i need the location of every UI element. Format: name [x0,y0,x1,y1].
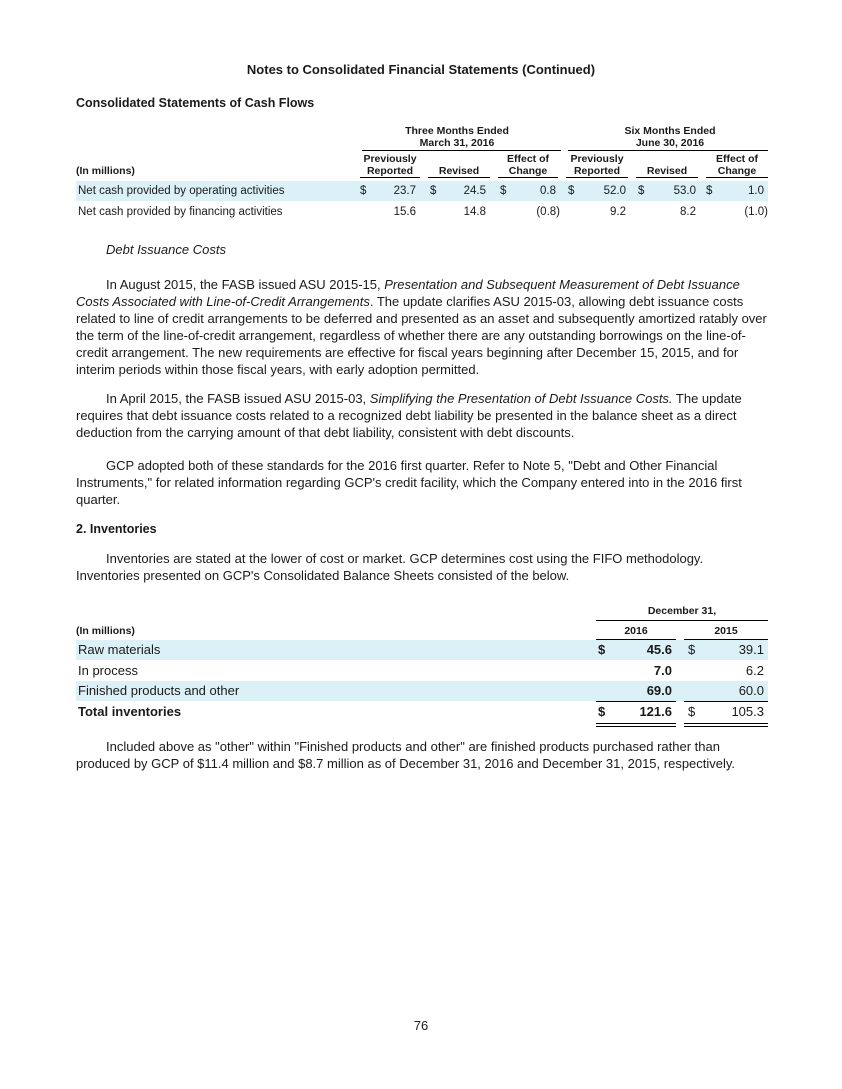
row-label: Raw materials [78,642,161,657]
page-title: Notes to Consolidated Financial Statements (Continued) [246,62,596,77]
currency-symbol: $ [430,185,437,197]
row-label: In process [78,663,138,678]
table-cell: 105.3 [731,704,764,719]
column-header: Effect of Change [706,154,768,178]
period-header-three-months: Three Months Ended March 31, 2016 [405,125,509,149]
paragraph-inventories-intro: Inventories are stated at the lower of cost or market. GCP determines cost using the FIFO methodology. Inventories presented on GCP's Consolidated Balance Sheets consisted of the below. [76,551,704,583]
table-cell: (0.8) [536,206,560,218]
table-row [76,681,768,701]
total-row [76,702,768,722]
currency-symbol: $ [598,642,606,657]
total-double-line [596,723,676,724]
total-double-line [596,726,676,727]
table-cell: 0.8 [540,185,556,197]
column-header: Effect of Change [498,154,558,178]
table-cell: 15.6 [393,206,416,218]
table-row [76,202,768,222]
table-row [76,640,768,660]
table-cell: 24.5 [463,185,486,197]
table-row [76,181,768,201]
period-underline [362,150,561,151]
total-double-line [684,726,768,727]
row-label: Total inventories [78,704,182,719]
page-number: 76 [413,1018,429,1033]
period-header-six-months: Six Months Ended June 30, 2016 [624,125,716,149]
currency-symbol: $ [688,642,696,657]
paragraph-inventories-note: Included above as "other" within "Finished products and other" are finished products purchased rather than produced by GCP of $11.4 million and $8.7 million as of December 31, 2016 and December 31, 2015, respectively. [76,739,736,771]
table-cell: (1.0) [744,206,768,218]
column-header: Revised [428,154,490,178]
total-double-line [684,723,768,724]
row-label: Net cash provided by financing activities [78,206,283,218]
inventories-heading: 2. Inventories [76,522,157,536]
column-header: Revised [636,154,698,178]
row-label: Finished products and other [78,683,240,698]
table-cell: 60.0 [738,683,764,698]
cash-flows-heading: Consolidated Statements of Cash Flows [76,96,315,110]
date-underline [596,620,768,621]
year-header-2016: 2016 [596,626,676,640]
table-cell: 52.0 [603,185,626,197]
row-label: Net cash provided by operating activities [78,185,285,197]
column-header: Previously Reported [360,154,420,178]
table-cell: 1.0 [748,185,764,197]
table-cell: 8.2 [680,206,696,218]
year-header-2015: 2015 [684,626,768,640]
currency-symbol: $ [598,704,606,719]
paragraph-adoption: GCP adopted both of these standards for the 2016 first quarter. Refer to Note 5, "Debt and Other Financial Instruments," for related information regarding GCP's credit facility, which the Company entered into in the 2016 first quarter. [76,458,742,507]
currency-symbol: $ [706,185,713,197]
table-cell: 7.0 [653,663,672,678]
table-cell: 6.2 [745,663,764,678]
table-cell: 14.8 [463,206,486,218]
table-cell: 69.0 [646,683,672,698]
currency-symbol: $ [638,185,645,197]
currency-symbol: $ [568,185,575,197]
table-cell: 9.2 [610,206,626,218]
date-header: December 31, [647,605,717,617]
table-cell: 53.0 [673,185,696,197]
column-header: Previously Reported [566,154,628,178]
period-underline [568,150,768,151]
units-label: (In millions) [76,165,135,177]
units-label: (In millions) [76,625,135,637]
currency-symbol: $ [688,704,696,719]
table-cell: 23.7 [393,185,416,197]
table-cell: 45.6 [646,642,672,657]
table-cell: 121.6 [639,704,672,719]
paragraph-asu-2015-03: In April 2015, the FASB issued ASU 2015-03, Simplifying the Presentation of Debt Issuance Costs. The update requires that debt issuance costs related to a recognized debt liability be presented in the balance sheet as a direct deduction from the carrying amount of that debt liability, consistent with debt discounts. [76,391,742,440]
currency-symbol: $ [360,185,367,197]
currency-symbol: $ [500,185,507,197]
debt-issuance-subheading: Debt Issuance Costs [106,242,226,257]
paragraph-asu-2015-15: In August 2015, the FASB issued ASU 2015-15, Presentation and Subsequent Measurement of Debt Issuance Costs Associated with Line-of-Credit Arrangements. The update clarifies ASU 2015-03, allowing debt issuance costs related to line of credit arrangements to be deferred and presented as an asset and subsequently amortized ratably over the term of the line-of-credit arrangement, regardless of whether there are any outstanding borrowings on the line-of-credit arrangement. The new requirements are effective for fiscal years beginning after December 15, 2015, and for interim periods within those fiscal years, with early adoption permitted. [76,277,767,377]
table-row [76,661,768,681]
table-cell: 39.1 [738,642,764,657]
